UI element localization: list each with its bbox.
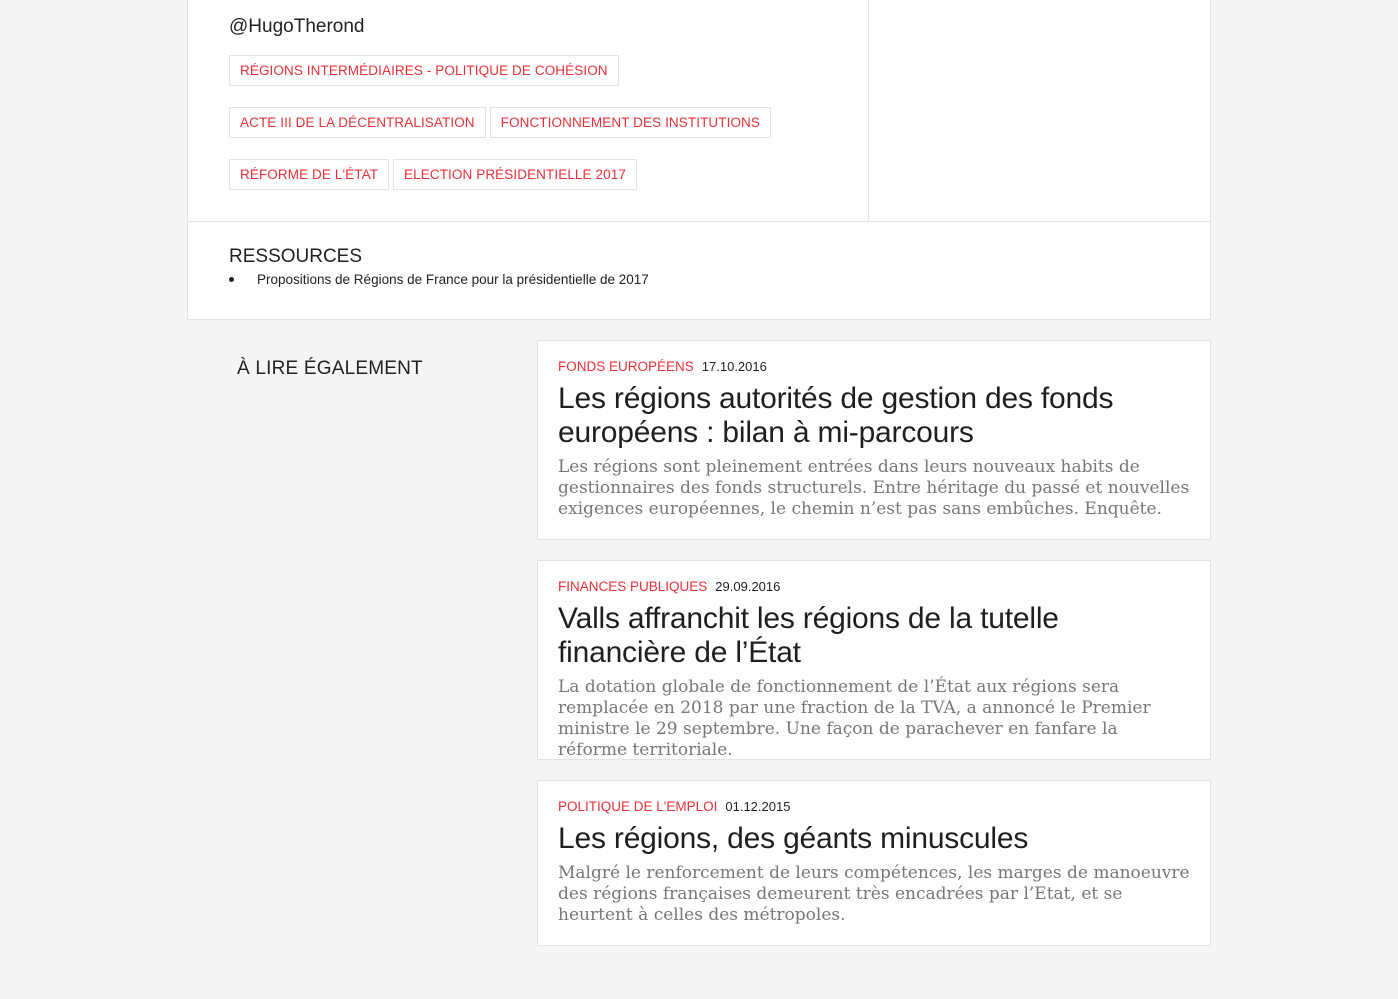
- article-date: 29.09.2016: [715, 579, 781, 594]
- article-category-link[interactable]: POLITIQUE DE L'EMPLOI: [558, 799, 718, 814]
- author-handle-link[interactable]: @HugoTherond: [229, 16, 365, 37]
- article-category-link[interactable]: FONDS EUROPÉENS: [558, 359, 694, 374]
- tag-reforme-etat[interactable]: RÉFORME DE L'ÉTAT: [229, 159, 389, 190]
- article-date: 01.12.2015: [725, 799, 791, 814]
- tag-row: [229, 107, 849, 138]
- tag-list: [229, 55, 849, 211]
- article-excerpt: Les régions sont pleinement entrées dans leurs nouveaux habits de gestionnaires des fonds structurels. Entre héritage du passé et nouvelles exigences européennes, le chemin n’est pas sans embûches. Enquête.: [558, 457, 1190, 519]
- tag-row: [229, 159, 849, 190]
- author-tags-column: [188, 0, 869, 221]
- tag-election-presidentielle[interactable]: ELECTION PRÉSIDENTIELLE 2017: [393, 159, 637, 190]
- also-read-title: À LIRE ÉGALEMENT: [237, 358, 423, 379]
- article-excerpt: Malgré le renforcement de leurs compétences, les marges de manoeuvre des régions françaises demeurent très encadrées par l’Etat, et se heurtent à celles des métropoles.: [558, 863, 1190, 925]
- section-divider: [188, 221, 1210, 222]
- article-card[interactable]: [537, 340, 1211, 540]
- article-excerpt: La dotation globale de fonctionnement de l’État aux régions sera remplacée en 2018 par une fraction de la TVA, a annoncé le Premier ministre le 29 septembre. Une façon de parachever en fanfare la réforme territoriale.: [558, 677, 1151, 760]
- article-meta: [558, 799, 1190, 814]
- tag-regions-intermediaires[interactable]: RÉGIONS INTERMÉDIAIRES - POLITIQUE DE COHÉSION: [229, 55, 619, 86]
- tag-acte-iii[interactable]: ACTE III DE LA DÉCENTRALISATION: [229, 107, 486, 138]
- article-date: 17.10.2016: [701, 359, 767, 374]
- article-footer-panel: [187, 0, 1211, 320]
- tag-row: [229, 55, 849, 86]
- article-title-link[interactable]: Les régions autorités de gestion des fonds européens : bilan à mi-parcours: [558, 382, 1114, 449]
- article-meta: [558, 579, 1190, 594]
- resource-item: [229, 272, 649, 287]
- resources-list: [229, 272, 649, 287]
- article-title-link[interactable]: Valls affranchit les régions de la tutelle financière de l’État: [558, 602, 1059, 669]
- article-card[interactable]: [537, 560, 1211, 760]
- article-title-link[interactable]: Les régions, des géants minuscules: [558, 822, 1029, 855]
- article-category-link[interactable]: FINANCES PUBLIQUES: [558, 579, 708, 594]
- article-card[interactable]: [537, 780, 1211, 946]
- bullet-icon: [229, 277, 234, 282]
- resources-title: RESSOURCES: [229, 246, 363, 267]
- article-meta: [558, 359, 1190, 374]
- tag-fonctionnement-institutions[interactable]: FONCTIONNEMENT DES INSTITUTIONS: [490, 107, 771, 138]
- resource-link[interactable]: Propositions de Régions de France pour la présidentielle de 2017: [257, 272, 649, 287]
